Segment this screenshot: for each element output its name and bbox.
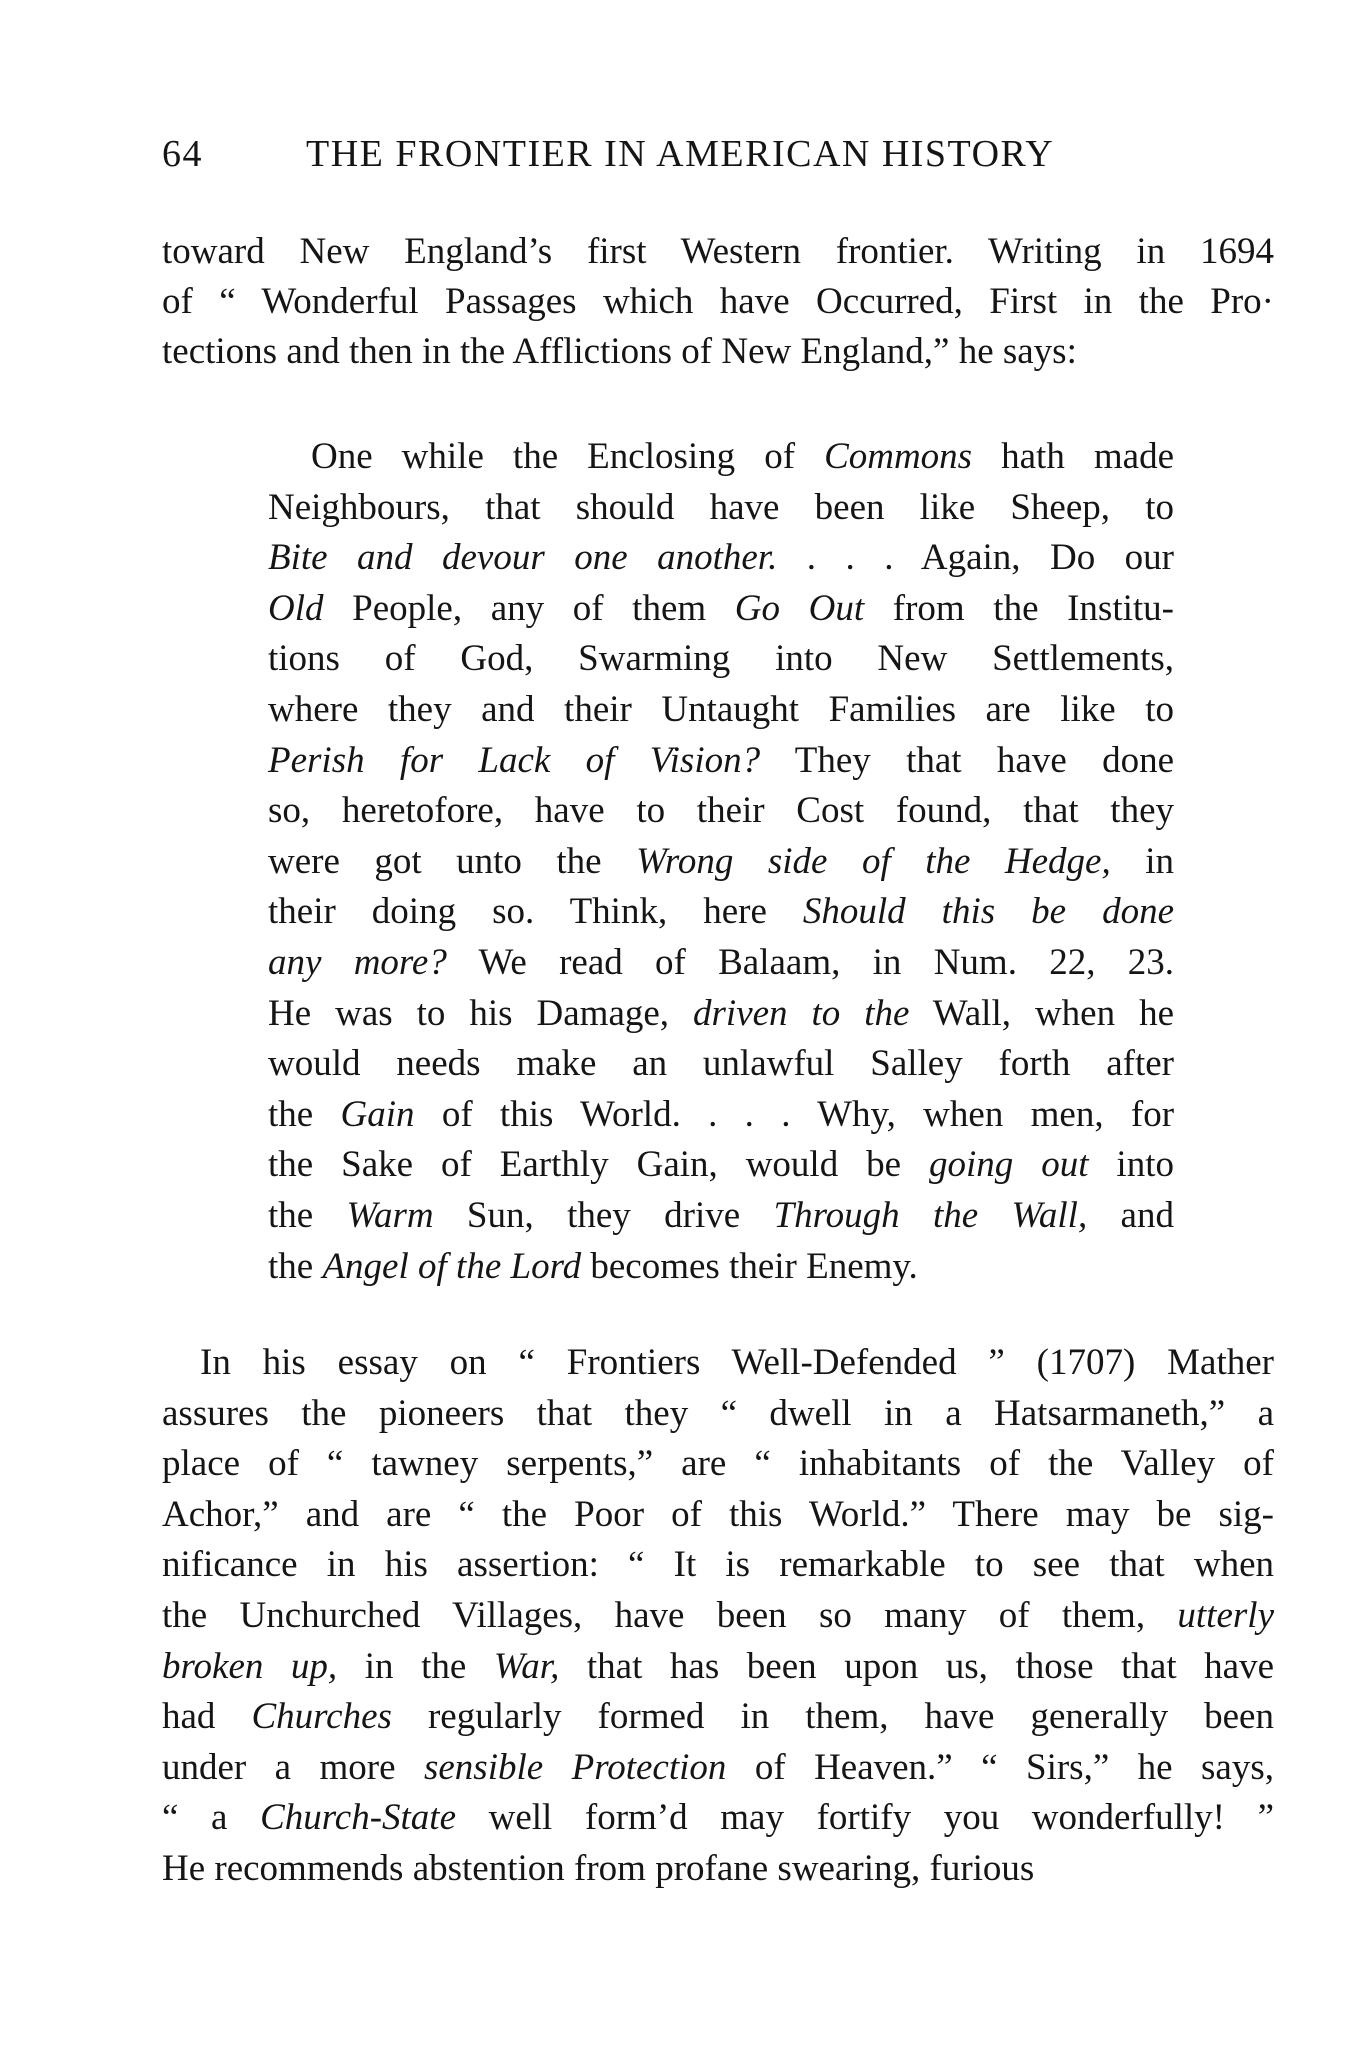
text-run: in the xyxy=(337,1645,494,1687)
text-run: He was to his Damage, xyxy=(268,992,694,1034)
quote-line xyxy=(268,1090,1174,1140)
body-line xyxy=(162,1389,1274,1439)
italic-text: any more? xyxy=(268,942,447,983)
quote-line xyxy=(268,887,1174,937)
body-line xyxy=(162,1793,1274,1843)
text-run: from the Institu- xyxy=(864,587,1174,629)
text-run: under a more xyxy=(162,1746,424,1788)
text-run: We read of Balaam, in Num. 22, 23. xyxy=(446,942,1174,983)
text-run: the Sake of Earthly Gain, would be xyxy=(268,1144,929,1186)
text-run: Wall, when he xyxy=(909,992,1174,1034)
text-run: in xyxy=(1110,840,1174,882)
text-run: and xyxy=(1087,1195,1174,1236)
italic-text: Perish for Lack of Vision? xyxy=(268,739,761,781)
text-run: People, any of them xyxy=(323,587,735,629)
text-run: their doing so. Think, here xyxy=(268,891,803,933)
italic-text: Commons xyxy=(824,436,973,477)
text-run: regularly formed in them, have generally been xyxy=(391,1696,1274,1738)
quote-line xyxy=(268,938,1174,988)
body-line xyxy=(162,1540,1274,1590)
text-run: . . . Again, Do our xyxy=(777,537,1174,579)
text-run: had xyxy=(162,1696,252,1738)
body-line xyxy=(162,1490,1274,1540)
quote-line xyxy=(268,1242,918,1292)
italic-text: sensible Protection xyxy=(423,1746,727,1788)
body-line xyxy=(162,1692,1274,1742)
text-run: He recommends abstention from profane swearing, furious xyxy=(162,1848,1035,1889)
page-header xyxy=(162,132,1162,182)
italic-text: Angel of the Lord xyxy=(322,1245,582,1287)
text-run: of this World. . . . Why, when men, for xyxy=(414,1093,1175,1135)
quote-line xyxy=(268,634,1174,684)
italic-text: Through the Wall, xyxy=(773,1195,1088,1236)
text-run: They that have done xyxy=(760,739,1174,781)
body-line xyxy=(200,1338,1274,1388)
text-run: where they and their Untaught Families are like to xyxy=(268,689,1174,730)
running-title: THE FRONTIER IN AMERICAN HISTORY xyxy=(306,133,1055,175)
intro-line: tections and then in the Afflictions of New England,” he says: xyxy=(162,331,1077,372)
intro-line: toward New England’s first Western frontier. Writing in 1694 xyxy=(162,231,1274,272)
italic-text: Gain xyxy=(340,1093,415,1135)
italic-text: Wrong side of the Hedge, xyxy=(636,840,1111,882)
text-run: would needs make an unlawful Salley forth after xyxy=(268,1043,1174,1085)
italic-text: broken up, xyxy=(162,1645,338,1687)
text-run: the xyxy=(268,1245,323,1287)
text-run: becomes their Enemy. xyxy=(581,1245,918,1287)
body-line xyxy=(162,1642,1274,1692)
quote-line xyxy=(268,989,1174,1039)
italic-text: driven to the xyxy=(693,992,910,1034)
text-run: the xyxy=(268,1093,341,1135)
italic-text: Go Out xyxy=(734,587,865,629)
body-line xyxy=(162,1844,1034,1894)
text-run: that has been upon us, those that have xyxy=(559,1645,1275,1687)
intro-line: of “ Wonderful Passages which have Occurred, First in the Pro· xyxy=(162,281,1274,322)
text-run: In his essay on “ Frontiers Well-Defended ” (1707) Mather xyxy=(200,1342,1274,1383)
text-run: into xyxy=(1088,1144,1174,1186)
italic-text: War, xyxy=(493,1645,560,1687)
quote-line xyxy=(268,1039,1174,1089)
body-line xyxy=(162,1743,1274,1793)
body-line xyxy=(162,1439,1274,1489)
quote-line xyxy=(268,837,1174,887)
quote-line xyxy=(268,1140,1174,1190)
quote-line xyxy=(268,584,1174,634)
text-run: place of “ tawney serpents,” are “ inhabitants of the Valley of xyxy=(162,1443,1274,1485)
quote-line xyxy=(268,483,1174,533)
italic-text: going out xyxy=(929,1144,1089,1186)
quote-line xyxy=(268,533,1174,583)
text-run: so, heretofore, have to their Cost found, that they xyxy=(268,790,1174,832)
text-run: One while the Enclosing of xyxy=(311,436,825,477)
text-run: tions of God, Swarming into New Settlements, xyxy=(268,638,1174,680)
text-run: “ a xyxy=(162,1797,261,1839)
text-run: the xyxy=(268,1195,347,1236)
italic-text: Bite and devour one another. xyxy=(268,537,778,579)
quote-line xyxy=(268,786,1174,836)
quote-line xyxy=(268,1191,1174,1241)
body-line xyxy=(162,1591,1274,1641)
quote-line xyxy=(311,432,1174,482)
text-run: hath made xyxy=(972,436,1175,477)
text-run: Achor,” and are “ the Poor of this World.” There may be sig- xyxy=(162,1493,1274,1535)
quote-line xyxy=(268,685,1174,735)
italic-text: Should this be done xyxy=(802,891,1174,933)
text-run: the Unchurched Villages, have been so many of them, xyxy=(162,1595,1178,1636)
text-run: Neighbours, that should have been like Sheep, to xyxy=(268,486,1174,528)
text-run: were got unto the xyxy=(268,840,637,882)
italic-text: Old xyxy=(268,587,324,629)
italic-text: Warm xyxy=(346,1195,434,1236)
text-run: nificance in his assertion: “ It is remarkable to see that when xyxy=(162,1544,1274,1586)
text-run: well form’d may fortify you wonderfully! ” xyxy=(456,1797,1274,1839)
text-run: assures the pioneers that they “ dwell in a Hatsarmaneth,” a xyxy=(162,1392,1274,1434)
italic-text: utterly xyxy=(1177,1595,1274,1636)
italic-text: Churches xyxy=(251,1696,392,1738)
text-run: Sun, they drive xyxy=(433,1195,774,1236)
page-number: 64 xyxy=(162,133,203,175)
quote-line xyxy=(268,736,1174,786)
text-run: of Heaven.” “ Sirs,” he says, xyxy=(726,1746,1274,1788)
italic-text: Church-State xyxy=(260,1797,456,1839)
